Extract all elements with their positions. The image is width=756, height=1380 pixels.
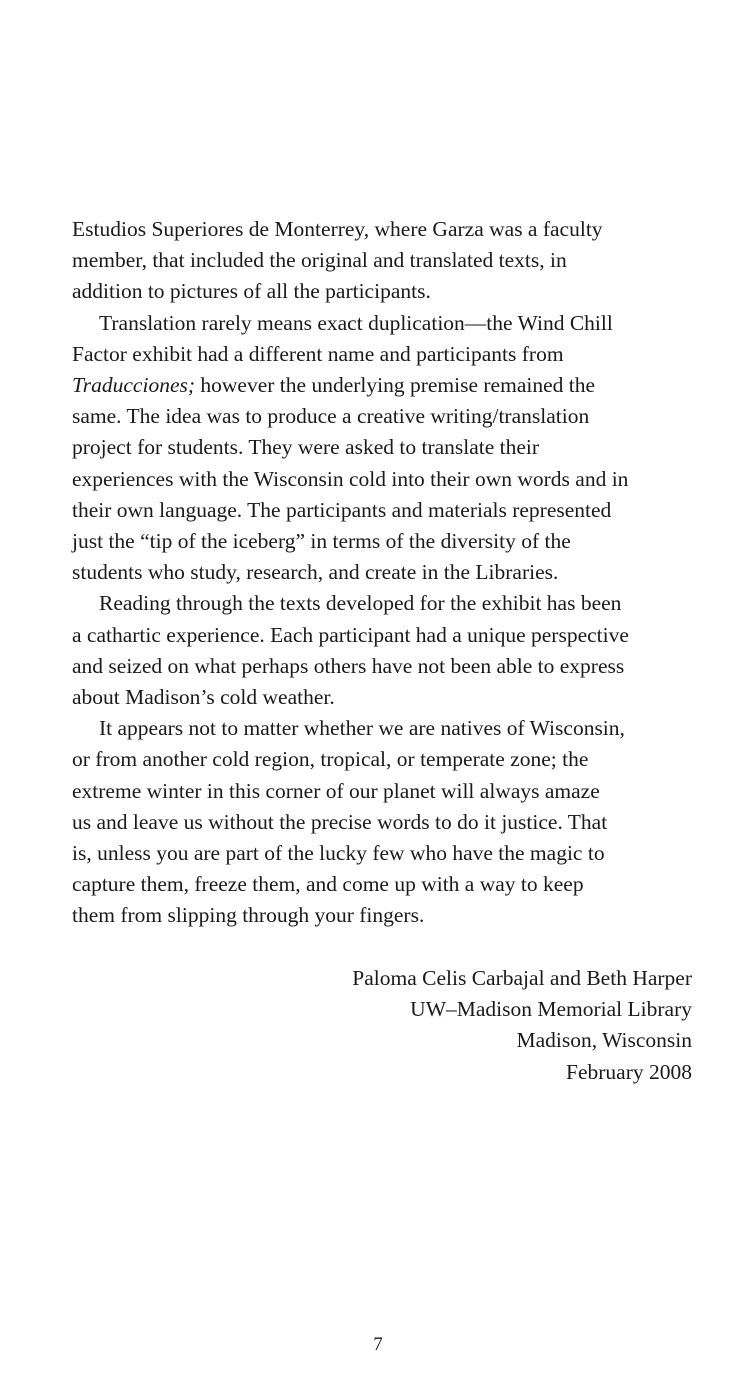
- paragraph-1: [72, 214, 694, 308]
- paragraph-4-line: them from slipping through your fingers.: [72, 903, 425, 928]
- paragraph-2-line: [72, 370, 694, 401]
- paragraph-2-line: Translation rarely means exact duplication—the Wind Chill: [99, 310, 613, 335]
- paragraph-1-line: member, that included the original and translated texts, in: [72, 248, 567, 273]
- signature-authors: Paloma Celis Carbajal and Beth Harper: [352, 966, 692, 990]
- paragraph-4-line: us and leave us without the precise words to do it justice. That: [72, 809, 608, 834]
- paragraph-4-line: extreme winter in this corner of our planet will always amaze: [72, 778, 600, 803]
- paragraph-2-line: project for students. They were asked to translate their: [72, 435, 540, 460]
- signature-location: Madison, Wisconsin: [516, 1028, 692, 1053]
- paragraph-2-line: just the “tip of the iceberg” in terms of the diversity of the: [72, 529, 571, 554]
- paragraph-3-line: about Madison’s cold weather.: [72, 685, 335, 710]
- italic-title: Traducciones;: [72, 373, 196, 398]
- paragraph-2: [72, 308, 694, 589]
- paragraph-4-line: or from another cold region, tropical, or temperate zone; the: [72, 747, 589, 772]
- paragraph-2-line: Factor exhibit had a different name and participants from: [72, 341, 564, 366]
- paragraph-1-line: addition to pictures of all the participants.: [72, 279, 431, 304]
- paragraph-2-line: experiences with the Wisconsin cold into their own words and in: [72, 466, 629, 491]
- page-number: 7: [373, 1334, 383, 1355]
- paragraph-4-line: is, unless you are part of the lucky few who have the magic to: [72, 841, 605, 866]
- signature-block: [352, 963, 692, 1088]
- paragraph-4-line: It appears not to matter whether we are natives of Wisconsin,: [99, 716, 625, 741]
- body-text: [72, 214, 694, 932]
- paragraph-2-line: their own language. The participants and materials represented: [72, 497, 612, 522]
- paragraph-2-line: students who study, research, and create in the Libraries.: [72, 560, 559, 585]
- paragraph-1-line: Estudios Superiores de Monterrey, where Garza was a faculty: [72, 217, 603, 241]
- paragraph-3-line: Reading through the texts developed for the exhibit has been: [99, 591, 622, 616]
- paragraph-2-line-rest: however the underlying premise remained the: [195, 373, 596, 398]
- paragraph-3: [72, 588, 694, 713]
- signature-institution: UW–Madison Memorial Library: [410, 997, 692, 1022]
- signature-date: February 2008: [566, 1059, 692, 1084]
- paragraph-3-line: a cathartic experience. Each participant had a unique perspective: [72, 622, 629, 647]
- paragraph-4: [72, 713, 694, 931]
- paragraph-3-line: and seized on what perhaps others have not been able to express: [72, 653, 625, 678]
- paragraph-2-line: same. The idea was to produce a creative writing/translation: [72, 404, 590, 429]
- paragraph-4-line: capture them, freeze them, and come up with a way to keep: [72, 872, 584, 897]
